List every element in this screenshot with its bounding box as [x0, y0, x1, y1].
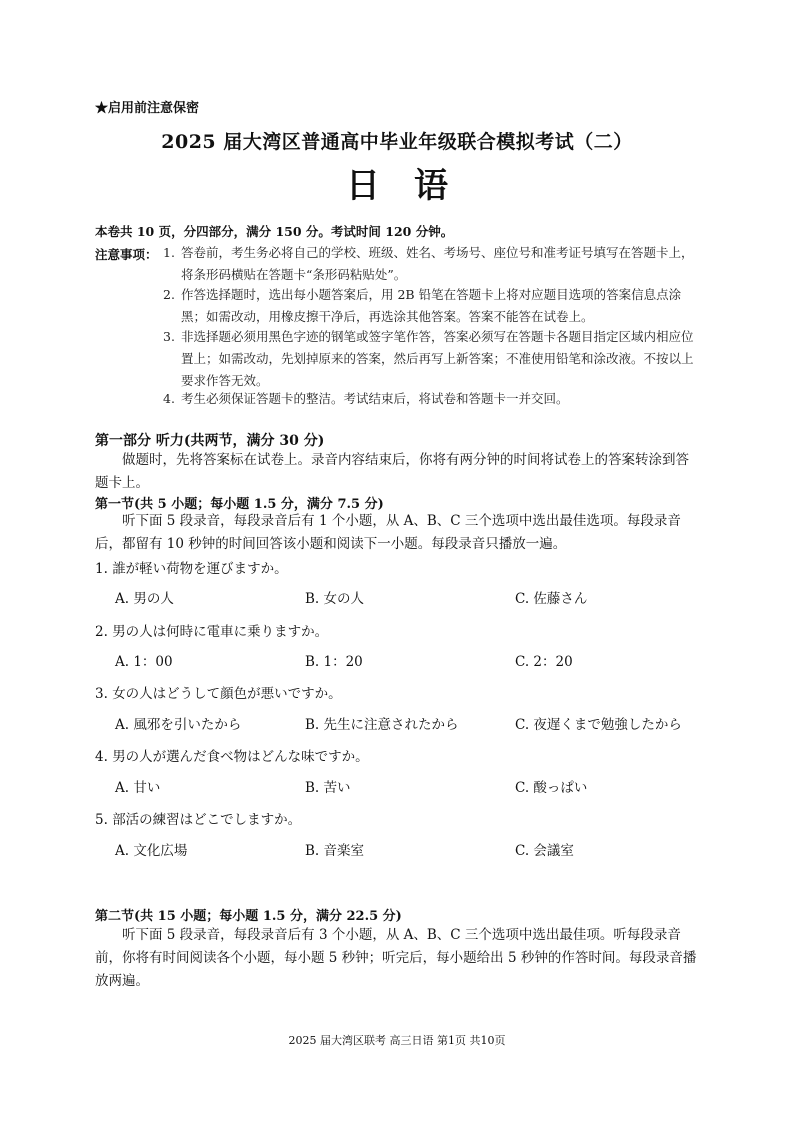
notice-text: 考生必须保证答题卡的整洁。考试结束后，将试卷和答题卡一并交回。: [181, 391, 569, 406]
option-c: C. 佐藤さん: [515, 591, 588, 607]
option-b: B. 苦い: [305, 780, 351, 796]
option-c: C. 酸っぱい: [515, 780, 588, 796]
notice-label: 注意事项：: [95, 247, 158, 262]
option-a: A. 文化広場: [115, 843, 188, 859]
section2-intro: 听下面 5 段录音，每段录音后有 3 个小题，从 A、B、C 三个选项中选出最佳项。听每段录音前，你将有时间阅读各个小题，每小题 5 秒钟；听完后，每小题给出 5 秒钟的作答时间。每段录音播放两遍。: [95, 927, 697, 989]
question-4: [95, 745, 369, 765]
notice-number: 4.: [163, 391, 175, 406]
option-b: B. 女の人: [305, 591, 365, 607]
option-b: B. 音楽室: [305, 843, 365, 859]
page-footer: 2025 届大湾区联考 高三日语 第1页 共10页: [288, 1034, 506, 1047]
exam-title: 2025 届大湾区普通高中毕业年级联合模拟考试（二）: [161, 131, 633, 153]
option-c: C. 2：20: [515, 654, 573, 670]
section1-heading: 第一节(共 5 小题；每小题 1.5 分，满分 7.5 分): [95, 497, 384, 512]
question-number: 3.: [95, 686, 108, 702]
question-number: 1.: [95, 561, 108, 577]
question-2: [95, 620, 328, 640]
subject-title: 日语: [346, 166, 482, 206]
option-a: A. 1：00: [115, 654, 173, 670]
question-1: [95, 557, 288, 577]
notice-number: 3.: [163, 329, 175, 344]
notice-text: 非选择题必须用黑色字迹的钢笔或签字笔作答，答案必须写在答题卡各题目指定区域内相应位置上；如需改动，先划掉原来的答案，然后再写上新答案；不准使用铅笔和涂改液。不按以上要求作答无效。: [181, 329, 694, 388]
question-text: 部活の練習はどこでしますか。: [112, 812, 302, 828]
option-c: C. 会議室: [515, 843, 574, 859]
notice-item: [163, 242, 703, 286]
question-text: 誰が軽い荷物を運びますか。: [112, 561, 288, 577]
confidential-mark: ★启用前注意保密: [95, 101, 200, 116]
question-text: 男の人が選んだ食べ物はどんな味ですか。: [112, 749, 369, 765]
question-text: 女の人はどうして顔色が悪いですか。: [112, 686, 342, 702]
question-number: 2.: [95, 624, 108, 640]
exam-info: 本卷共 10 页，分四部分，满分 150 分。考试时间 120 分钟。: [95, 224, 454, 239]
notice-text: 作答选择题时，选出每小题答案后，用 2B 铅笔在答题卡上将对应题目选项的答案信息点涂黑；如需改动，用橡皮擦干净后，再选涂其他答案。答案不能答在试卷上。: [181, 287, 682, 324]
notice-item: [163, 388, 703, 410]
notice-number: 2.: [163, 287, 175, 302]
part1-intro: 做题时，先将答案标在试卷上。录音内容结束后，你将有两分钟的时间将试卷上的答案转涂到答题卡上。: [95, 452, 689, 491]
section2-heading: 第二节(共 15 小题；每小题 1.5 分，满分 22.5 分): [95, 909, 402, 924]
part1-heading: 第一部分 听力(共两节，满分 30 分): [95, 433, 325, 449]
section1-intro: 听下面 5 段录音，每段录音后有 1 个小题，从 A、B、C 三个选项中选出最佳选项。每段录音后，都留有 10 秒钟的时间回答该小题和阅读下一小题。每段录音只播放一遍。: [95, 513, 681, 552]
question-number: 5.: [95, 812, 108, 828]
question-text: 男の人は何時に電車に乗りますか。: [112, 624, 329, 640]
option-a: A. 男の人: [115, 591, 174, 607]
option-a: A. 風邪を引いたから: [115, 717, 242, 733]
notice-number: 1.: [163, 245, 175, 260]
question-3: [95, 682, 342, 702]
question-5: [95, 808, 301, 828]
option-b: B. 先生に注意されたから: [305, 717, 459, 733]
question-number: 4.: [95, 749, 108, 765]
option-c: C. 夜遅くまで勉強したから: [515, 717, 682, 733]
notice-item: [163, 326, 703, 392]
option-a: A. 甘い: [115, 780, 161, 796]
option-b: B. 1：20: [305, 654, 363, 670]
notice-text: 答卷前，考生务必将自己的学校、班级、姓名、考场号、座位号和准考证号填写在答题卡上，将条形码横贴在答题卡“条形码粘贴处”。: [181, 245, 694, 282]
notice-item: [163, 284, 703, 328]
